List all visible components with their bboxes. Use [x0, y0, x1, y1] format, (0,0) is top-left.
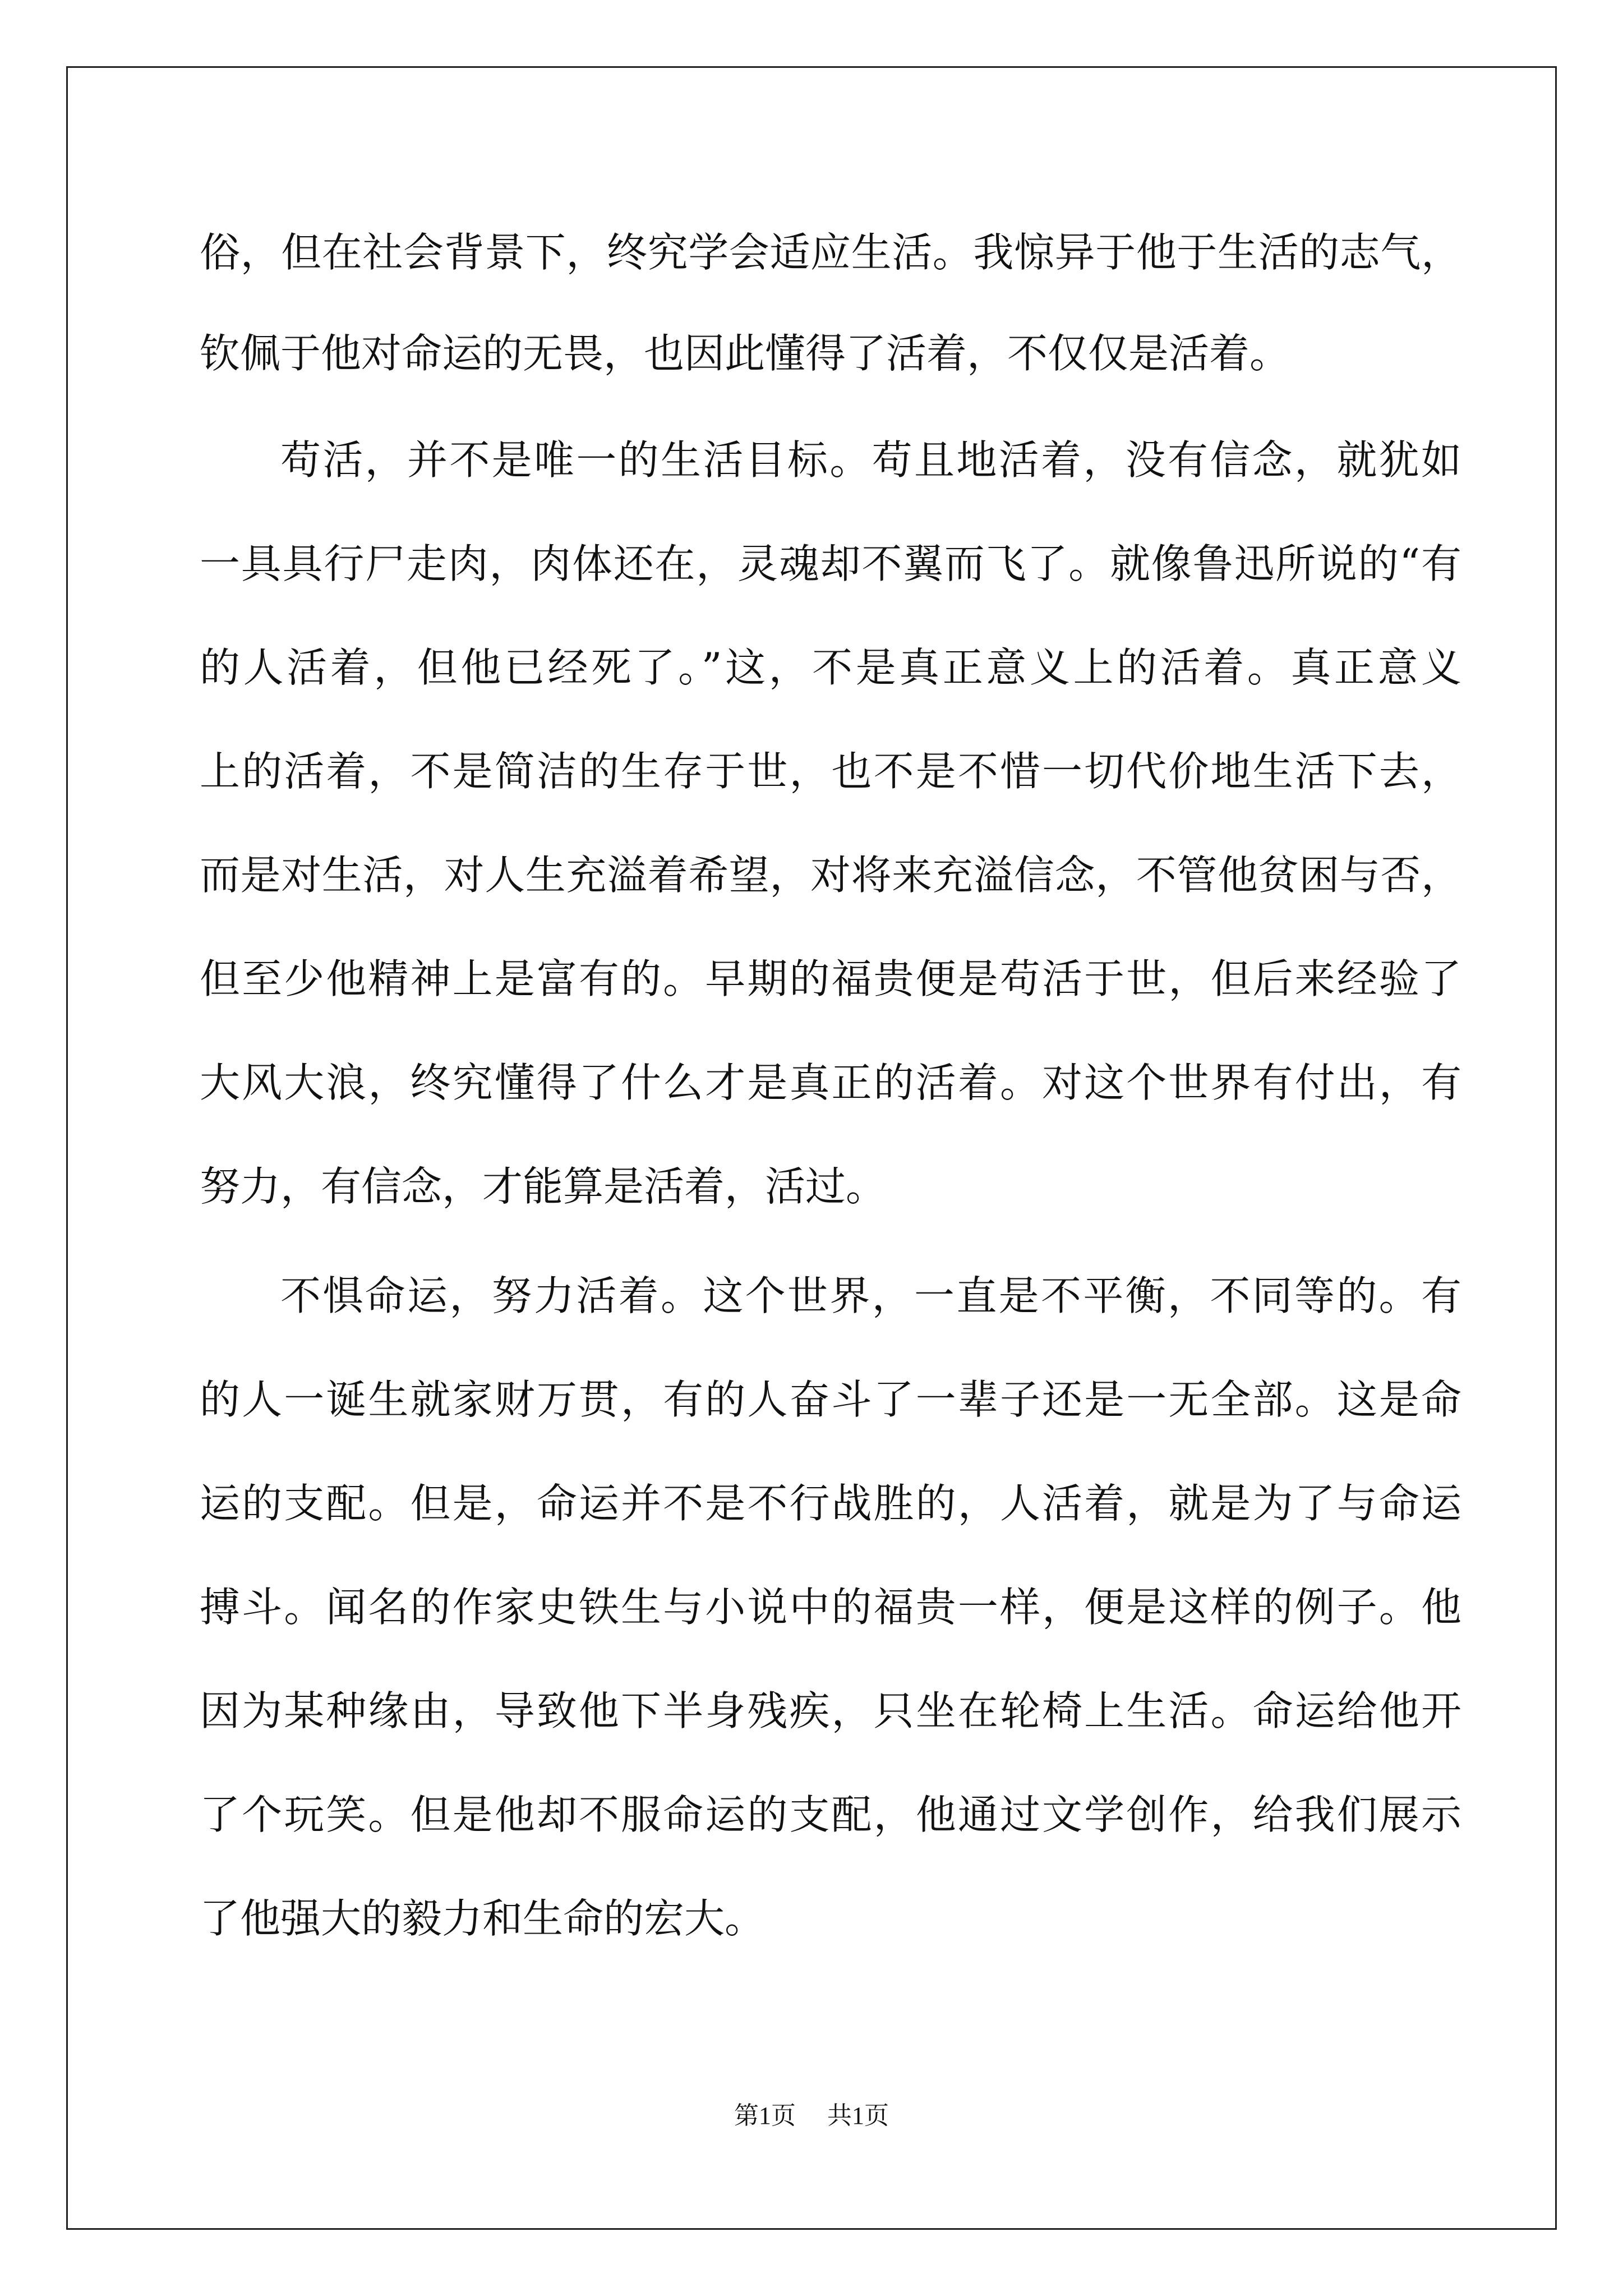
text-line: 一具具行尸走肉，肉体还在，灵魂却不翼而飞了。就像鲁迅所说的“有 — [200, 540, 1461, 587]
text-line: 大风大浪，终究懂得了什么才是真正的活着。对这个世界有付出，有 — [200, 1059, 1461, 1106]
page-number-current: 第1页 — [734, 2102, 796, 2129]
page-footer — [0, 2099, 1623, 2133]
paragraph-first-line: 苟活，并不是唯一的生活目标。苟且地活着，没有信念，就犹如 — [280, 436, 1461, 484]
text-line: 但至少他精神上是富有的。早期的福贵便是苟活于世，但后来经验了 — [200, 955, 1461, 1002]
page-number-total: 共1页 — [827, 2102, 889, 2129]
text-line: 俗，但在社会背景下，终究学会适应生活。我惊异于他于生活的志气， — [200, 229, 1461, 276]
text-line: 了个玩笑。但是他却不服命运的支配，他通过文学创作，给我们展示 — [200, 1791, 1461, 1838]
text-line: 的人活着，但他已经死了。”这，不是真正意义上的活着。真正意义 — [200, 644, 1461, 691]
paragraph-first-line: 不惧命运，努力活着。这个世界，一直是不平衡，不同等的。有 — [280, 1272, 1461, 1319]
text-line: 运的支配。但是，命运并不是不行战胜的，人活着，就是为了与命运 — [200, 1480, 1461, 1527]
text-line: 因为某种缘由，导致他下半身残疾，只坐在轮椅上生活。命运给他开 — [200, 1687, 1461, 1734]
text-line: 而是对生活，对人生充溢着希望，对将来充溢信念，不管他贫困与否， — [200, 852, 1461, 899]
text-line: 努力，有信念，才能算是活着，活过。 — [200, 1163, 887, 1210]
text-line: 了他强大的毅力和生命的宏大。 — [200, 1895, 766, 1942]
text-line: 搏斗。闻名的作家史铁生与小说中的福贵一样，便是这样的例子。他 — [200, 1584, 1461, 1631]
text-line: 的人一诞生就家财万贯，有的人奋斗了一辈子还是一无全部。这是命 — [200, 1376, 1461, 1423]
text-line: 钦佩于他对命运的无畏，也因此懂得了活着，不仅仅是活着。 — [200, 330, 1290, 377]
text-line: 上的活着，不是简洁的生存于世，也不是不惜一切代价地生活下去， — [200, 748, 1461, 795]
